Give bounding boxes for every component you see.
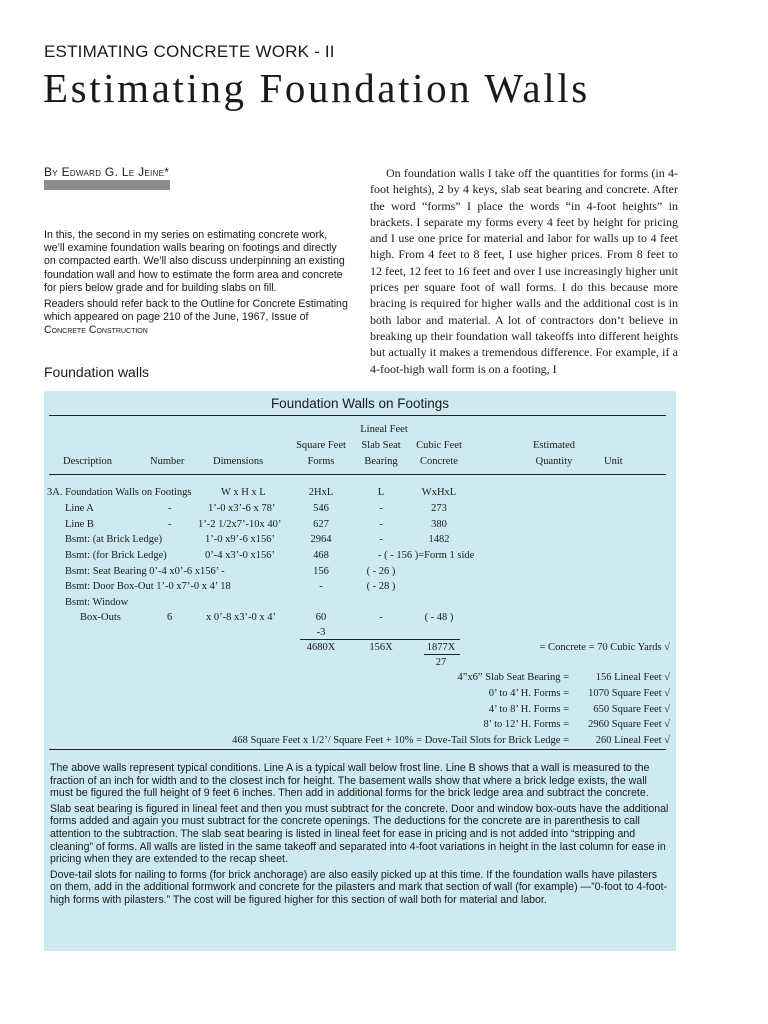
summary-value: 2960 Square Feet √ — [588, 719, 670, 730]
author-byline: By Edward G. Le Jeine* — [44, 165, 170, 179]
total-forms: 4680X — [306, 642, 336, 653]
row-dimensions: 1’-0 x9’-6 x156’ — [205, 534, 275, 545]
header-concrete: Concrete — [420, 456, 458, 467]
summary-label: 4’ to 8’ H. Forms = — [488, 704, 569, 715]
summary-value: 156 Lineal Feet √ — [595, 672, 670, 683]
summary-label: 4”x6” Slab Seat Bearing = — [457, 672, 569, 683]
row-concrete: ( - 48 ) — [424, 612, 454, 623]
row-concrete: 380 — [431, 519, 447, 530]
row-description: Bsmt: (for Brick Ledge) — [65, 550, 167, 561]
row-dimensions: 1’-2 1/2x7’-10x 40’ — [198, 519, 282, 530]
forms-deduction: -3 — [316, 627, 326, 638]
row-forms: 2HxL — [308, 487, 334, 498]
header-quantity: Quantity — [535, 456, 573, 467]
row-description: Box-Outs — [80, 612, 121, 623]
journal-name: Concrete Construction — [44, 324, 148, 337]
header-estimated: Estimated — [533, 440, 575, 451]
header-square-feet: Square Feet — [296, 440, 346, 451]
summary-label: 0’ to 4’ H. Forms = — [488, 688, 569, 699]
article-title: Estimating Foundation Walls — [43, 65, 590, 111]
row-concrete: WxHxL — [421, 487, 457, 498]
row-forms: 156 — [313, 566, 329, 577]
row-forms: 468 — [313, 550, 329, 561]
row-forms: 2964 — [310, 534, 332, 545]
row-description: Line B — [65, 519, 94, 530]
row-dimensions: 0’-4 x3’-0 x156’ — [205, 550, 275, 561]
row-bearing: ( - 28 ) — [366, 581, 396, 592]
header-unit: Unit — [604, 456, 623, 467]
summary-value: 1070 Square Feet √ — [588, 688, 670, 699]
table-title: Foundation Walls on Footings — [270, 396, 450, 411]
totals-rule — [300, 639, 460, 640]
row-description: Bsmt: Seat Bearing 0’-4 x0’-6 x156’ - — [65, 566, 225, 577]
row-description: Bsmt: (at Brick Ledge) — [65, 534, 163, 545]
series-label: ESTIMATING CONCRETE WORK - II — [44, 42, 335, 61]
note-paragraph: Slab seat bearing is figured in lineal feet and then you must subtract for the concrete. Door and window box-outs have the additional forms added and again you must subtract for the concrete openings. The deductions for the concrete are in parenthesis to call attention to the subtraction. The slab seat bearing is listed in lineal feet for ease in pricing and is not added into “stripping and cleaning” of forms. All walls are listed in the same takeoff and separated into 4-foot variations in height in the last column for ease in pricing when they are extended to the recap sheet. — [50, 802, 669, 866]
header-forms: Forms — [307, 456, 335, 467]
header-number: Number — [150, 456, 185, 467]
summary-value: 650 Square Feet √ — [593, 704, 670, 715]
header-description: Description — [63, 456, 112, 467]
row-forms: 60 — [315, 612, 327, 623]
row-description: Bsmt: Door Box-Out 1’-0 x7’-0 x 4’ 18 — [65, 581, 231, 592]
note-paragraph: Dove-tail slots for nailing to forms (for brick anchorage) are also easily picked up at this time. If the foundation walls have pilasters on them, add in the additional formwork and concrete for the pilasters and mark that section of wall (for example) —”0-foot to 4-foot-high forms with pilasters.” The cost will be figured higher for this section of wall both for material and labor. — [50, 868, 668, 906]
header-slab-seat: Slab Seat — [361, 440, 401, 451]
row-description: Line A — [65, 503, 94, 514]
summary-label: 468 Square Feet x 1/2’/ Square Feet + 10% = Dove-Tail Slots for Brick Ledge = — [232, 735, 569, 746]
table-rule — [49, 749, 666, 750]
total-bearing: 156X — [369, 642, 393, 653]
header-lineal-feet: Lineal Feet — [360, 424, 408, 435]
row-dimensions: x 0’-8 x3’-0 x 4’ — [206, 612, 276, 623]
table-rule — [49, 415, 666, 416]
byline-divider — [44, 180, 170, 190]
row-number: - — [168, 503, 172, 514]
row-forms: - — [319, 581, 323, 592]
header-dimensions: Dimensions — [213, 456, 264, 467]
row-concrete: 273 — [431, 503, 447, 514]
table-rule — [49, 474, 666, 475]
header-bearing: Bearing — [364, 456, 398, 467]
row-forms: 627 — [313, 519, 329, 530]
row-number: - — [168, 519, 172, 530]
row-bearing: ( - 26 ) — [366, 566, 396, 577]
row-bearing: - — [379, 534, 383, 545]
intro-text — [44, 229, 348, 341]
row-number: 6 — [167, 612, 173, 623]
body-column: On foundation walls I take off the quantities for forms (in 4-foot heights), 2 by 4 keys, slab seat bearing and concrete. After the word “forms” I place the words “in 4-foot heights” in brackets. I separate my forms every 4 feet by height for pricing and I use one price for material and labor for walls up to 4 feet high. From 4 feet to 8 feet, I use higher prices. From 8 feet to 12 feet, 12 feet to 16 feet and over I use increasingly higher unit prices per square foot of wall forms. I do this because more bracing is required for higher walls and the additional cost is in both labor and material. A lot of contractors don’t believe in breaking up their foundation wall takeoffs into different heights but actually it makes a tremendous difference. For example, if a 4-foot-high wall form is on a footing, I — [370, 166, 678, 376]
row-description: Bsmt: Window — [65, 597, 129, 608]
row-forms: 546 — [313, 503, 329, 514]
row-bearing: - ( - 156 )=Form 1 side — [378, 550, 475, 561]
concrete-deduction: 27 — [435, 657, 447, 668]
row-bearing: - — [379, 503, 383, 514]
row-description: 3A. Foundation Walls on Footings — [47, 487, 192, 498]
summary-label: 8’ to 12’ H. Forms = — [483, 719, 569, 730]
header-cubic-feet: Cubic Feet — [416, 440, 462, 451]
concrete-underline — [424, 654, 460, 655]
note-paragraph: The above walls represent typical conditions. Line A is a typical wall below frost line. Line B shows that a wall is measured to the fraction of an inch for width and to the closest inch for height. The basement walls show that where a brick ledge exists, the wall must be figured the full height of 9 feet 6 inches. Then add in additional forms for the brick ledge area and subtract the concrete. — [50, 762, 650, 800]
row-dimensions: 1’-0 x3’-6 x 78’ — [208, 503, 276, 514]
row-bearing: - — [379, 519, 383, 530]
row-dimensions: W x H x L — [221, 487, 266, 498]
intro-paragraph: In this, the second in my series on estimating concrete work, we’ll examine foundation walls bearing on footings and directly on compacted earth. We’ll also discuss underpinning an existing foundation wall and how to estimate the form area and concrete for piers below grade and for building slabs on fill. — [44, 229, 345, 294]
table-notes — [50, 762, 670, 910]
section-heading: Foundation walls — [44, 364, 150, 380]
row-bearing: L — [377, 487, 385, 498]
concrete-result: = Concrete = 70 Cubic Yards √ — [539, 642, 670, 653]
summary-value: 260 Lineal Feet √ — [595, 735, 670, 746]
row-concrete: 1482 — [428, 534, 450, 545]
total-concrete: 1877X — [426, 642, 456, 653]
intro-paragraph: Readers should refer back to the Outline for Concrete Estimating which appeared on page 210 of the June, 1967, Issue of Concrete Construction — [44, 298, 348, 337]
row-bearing: - — [379, 612, 383, 623]
